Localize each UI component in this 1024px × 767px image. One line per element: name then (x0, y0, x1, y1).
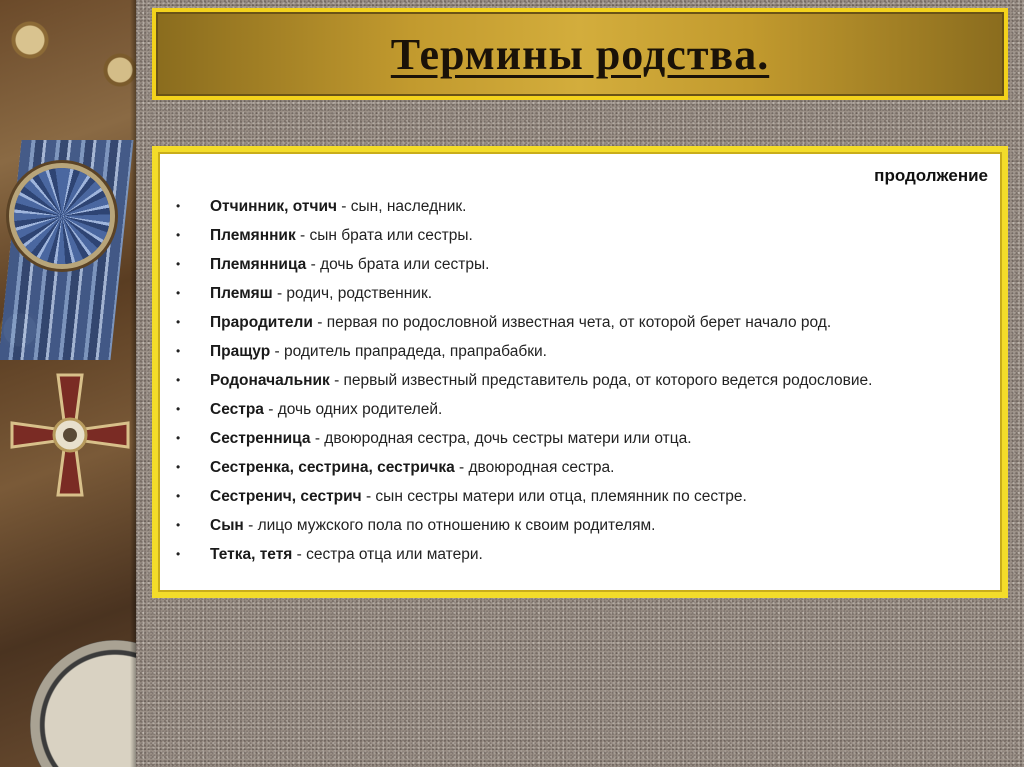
term-definition: - первая по родословной известная чета, от которой берет начало род. (312, 314, 832, 331)
list-item (172, 482, 990, 511)
decorative-medal-collage (0, 0, 136, 767)
term-name: Племянник (210, 227, 296, 244)
term-name: Прародители (210, 314, 313, 331)
list-item (172, 511, 990, 540)
term-name: Сын (210, 517, 244, 534)
order-cross-image (10, 360, 130, 510)
list-item (172, 540, 990, 569)
term-definition: - родитель прапрадеда, прапрабабки. (270, 343, 547, 360)
strip-shadow (130, 0, 136, 767)
term-definition: - дочь одних родителей. (263, 401, 443, 418)
list-item (172, 366, 990, 395)
bullet-icon: • (176, 489, 181, 503)
term-name: Сестренич, сестрич (210, 488, 362, 505)
title-banner (152, 8, 1008, 100)
term-name: Сестренница (210, 430, 311, 447)
list-item (172, 308, 990, 337)
content-panel (152, 146, 1008, 598)
term-name: Пращур (210, 343, 271, 360)
list-item (172, 453, 990, 482)
page-title: Термины родства. (390, 29, 770, 79)
list-item (172, 192, 990, 221)
bullet-icon: • (176, 518, 181, 532)
bullet-icon: • (176, 315, 181, 329)
term-definition: - сын сестры матери или отца, племянник по сестре. (361, 488, 747, 505)
term-name: Тетка, тетя (210, 546, 293, 563)
term-definition: - первый известный представитель рода, от которого ведется родословие. (329, 372, 873, 389)
bullet-icon: • (176, 547, 181, 561)
bullet-icon: • (176, 460, 181, 474)
bullet-icon: • (176, 199, 181, 213)
term-definition: - сын, наследник. (337, 198, 467, 215)
list-item (172, 337, 990, 366)
term-name: Отчинник, отчич (210, 198, 337, 215)
list-item (172, 279, 990, 308)
term-definition: - сестра отца или матери. (292, 546, 483, 563)
term-name: Племяш (210, 285, 273, 302)
medal-rosette-image (14, 168, 110, 264)
terms-list (172, 192, 990, 569)
bullet-icon: • (176, 257, 181, 271)
list-item (172, 395, 990, 424)
term-name: Племянница (210, 256, 307, 273)
term-name: Сестра (210, 401, 264, 418)
term-definition: - дочь брата или сестры. (306, 256, 490, 273)
bullet-icon: • (176, 286, 181, 300)
compass-image (30, 640, 136, 767)
bullet-icon: • (176, 344, 181, 358)
term-definition: - сын брата или сестры. (295, 227, 473, 244)
list-item (172, 424, 990, 453)
continuation-label: продолжение (874, 166, 988, 185)
term-name: Сестренка, сестрина, сестричка (210, 459, 455, 476)
list-item (172, 221, 990, 250)
term-definition: - родич, родственник. (272, 285, 433, 302)
term-definition: - двоюродная сестра, дочь сестры матери или отца. (310, 430, 692, 447)
bullet-icon: • (176, 373, 181, 387)
term-name: Родоначальник (210, 372, 330, 389)
bullet-icon: • (176, 431, 181, 445)
list-item (172, 250, 990, 279)
term-definition: - двоюродная сестра. (454, 459, 615, 476)
bullet-icon: • (176, 402, 181, 416)
term-definition: - лицо мужского пола по отношению к своим родителям. (243, 517, 656, 534)
bullet-icon: • (176, 228, 181, 242)
